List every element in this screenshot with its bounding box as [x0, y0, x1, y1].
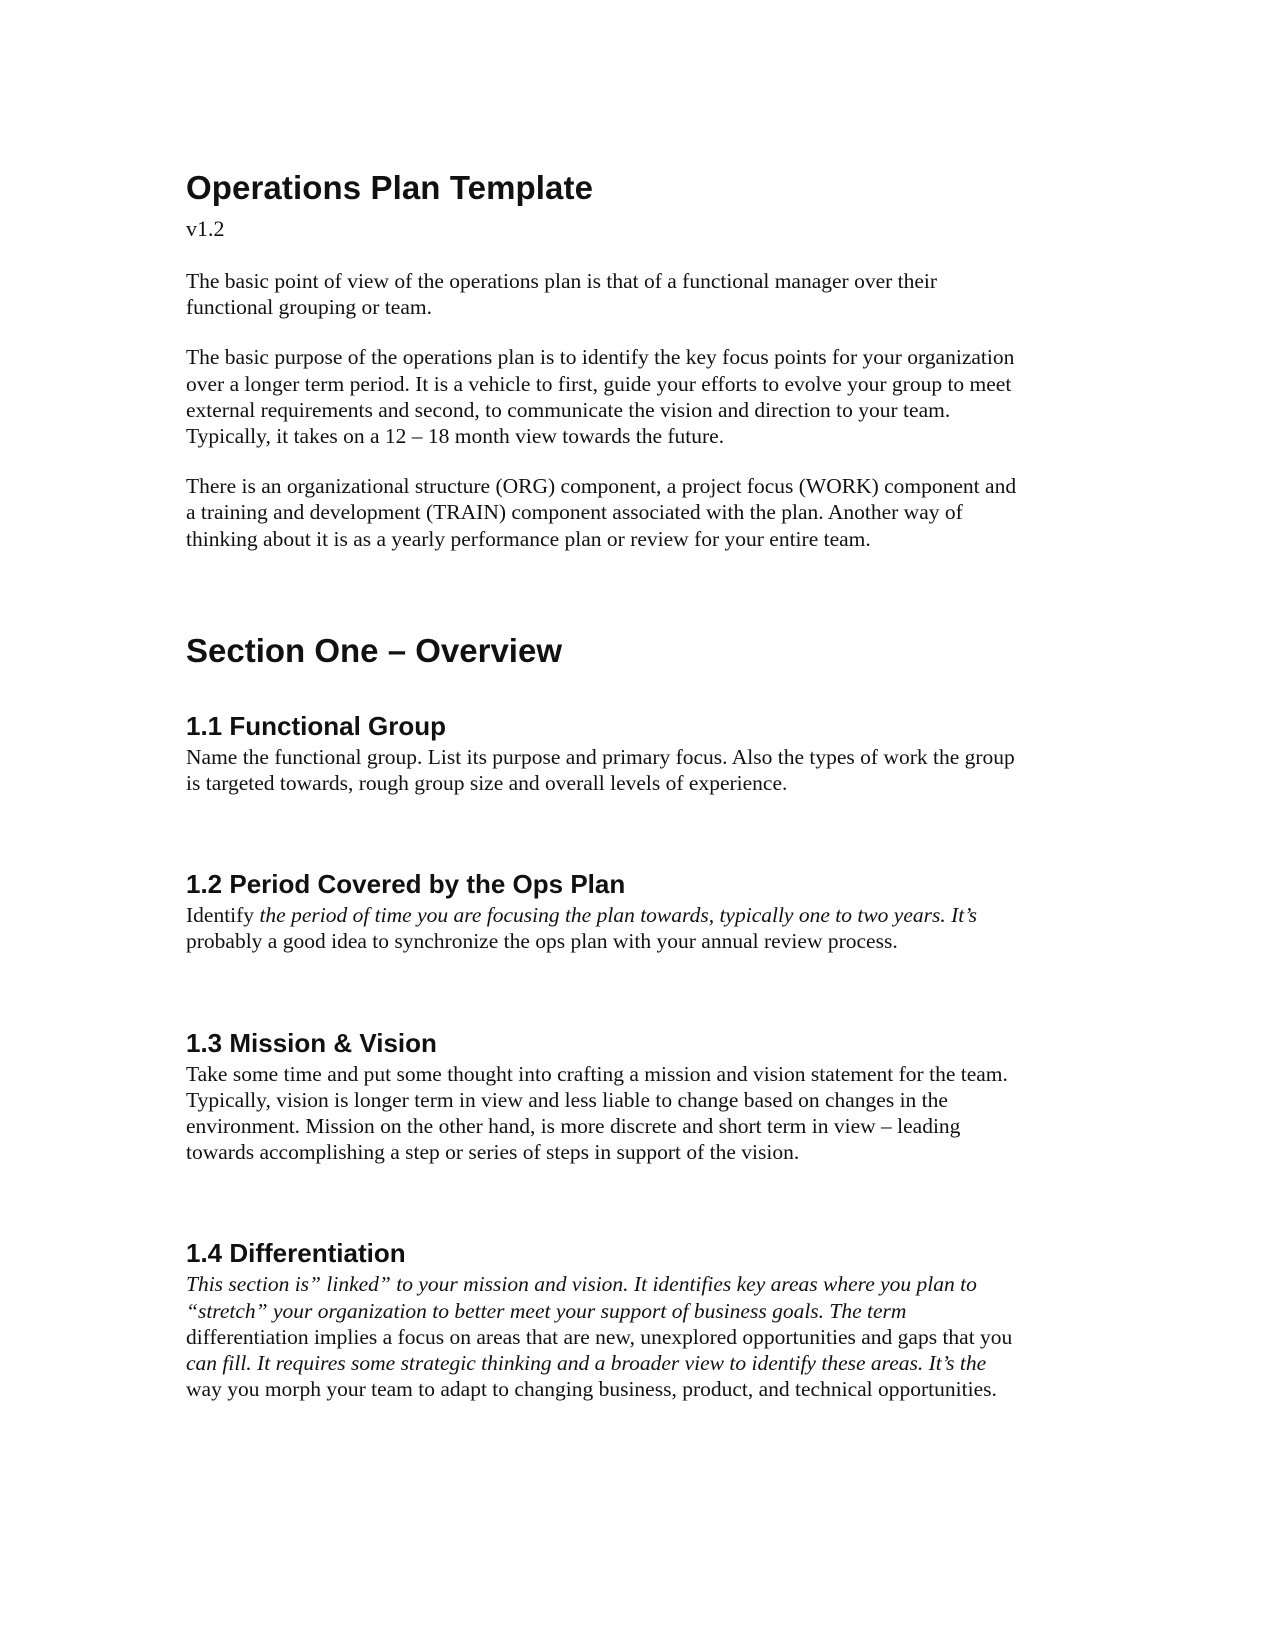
paragraph-line: There is an organizational structure (ORG) component, a project focus (WORK) component and [186, 474, 1017, 499]
paragraph-line: functional grouping or team. [186, 295, 432, 320]
paragraph-line: towards accomplishing a step or series of steps in support of the vision. [186, 1140, 800, 1165]
intro-paragraph-2 [186, 344, 1086, 449]
paragraph-line: differentiation implies a focus on areas that are new, unexplored opportunities and gaps that you [186, 1324, 1013, 1349]
intro-paragraph-1 [186, 268, 1086, 320]
paragraph-line: Name the functional group. List its purpose and primary focus. Also the types of work the group [186, 744, 1015, 769]
paragraph-italic-line: This section is” linked” to your mission and vision. It identifies key areas where you plan to [186, 1272, 977, 1297]
section-1-4-heading: 1.4 Differentiation [186, 1238, 406, 1269]
section-1-1-body [186, 744, 1086, 796]
paragraph-line: probably a good idea to synchronize the ops plan with your annual review process. [186, 929, 898, 954]
intro-paragraph-3 [186, 473, 1086, 552]
paragraph-line: Typically, it takes on a 12 – 18 month view towards the future. [186, 424, 725, 449]
paragraph-line: The basic purpose of the operations plan is to identify the key focus points for your organization [186, 345, 1015, 370]
section-1-2-heading: 1.2 Period Covered by the Ops Plan [186, 869, 626, 900]
section-1-3-body [186, 1061, 1086, 1166]
paragraph-line: Take some time and put some thought into crafting a mission and vision statement for the team. [186, 1061, 1008, 1086]
paragraph-line: environment. Mission on the other hand, is more discrete and short term in view – leading [186, 1114, 961, 1139]
section-1-2-body [186, 902, 1086, 954]
paragraph-line: Typically, vision is longer term in view and less liable to change based on changes in the [186, 1087, 948, 1112]
paragraph-line: is targeted towards, rough group size and overall levels of experience. [186, 771, 788, 796]
section-1-1-heading: 1.1 Functional Group [186, 710, 447, 741]
paragraph-line: a training and development (TRAIN) component associated with the plan. Another way of [186, 500, 963, 525]
section-1-3-heading: 1.3 Mission & Vision [186, 1027, 437, 1058]
paragraph-text: Identify [186, 903, 260, 928]
version-label: v1.2 [186, 216, 225, 241]
section-1-4-body [186, 1271, 1086, 1402]
paragraph-italic-line: “stretch” your organization to better meet your support of business goals. The term [186, 1298, 907, 1323]
paragraph-line: thinking about it is as a yearly performance plan or review for your entire team. [186, 526, 871, 551]
paragraph-line: over a longer term period. It is a vehicle to first, guide your efforts to evolve your group to meet [186, 371, 1012, 396]
paragraph-line: way you morph your team to adapt to changing business, product, and technical opportunities. [186, 1377, 997, 1402]
paragraph-italic-text: the period of time you are focusing the plan towards, typically one to two years. It’s [259, 903, 978, 928]
paragraph-line: external requirements and second, to communicate the vision and direction to your team. [186, 397, 951, 422]
document-body [186, 168, 1086, 1402]
paragraph-italic-line: can fill. It requires some strategic thinking and a broader view to identify these areas. It’s the [186, 1351, 987, 1376]
paragraph-line: The basic point of view of the operations plan is that of a functional manager over their [186, 269, 938, 293]
section-one-heading: Section One – Overview [186, 631, 562, 669]
document-title: Operations Plan Template [186, 169, 594, 206]
